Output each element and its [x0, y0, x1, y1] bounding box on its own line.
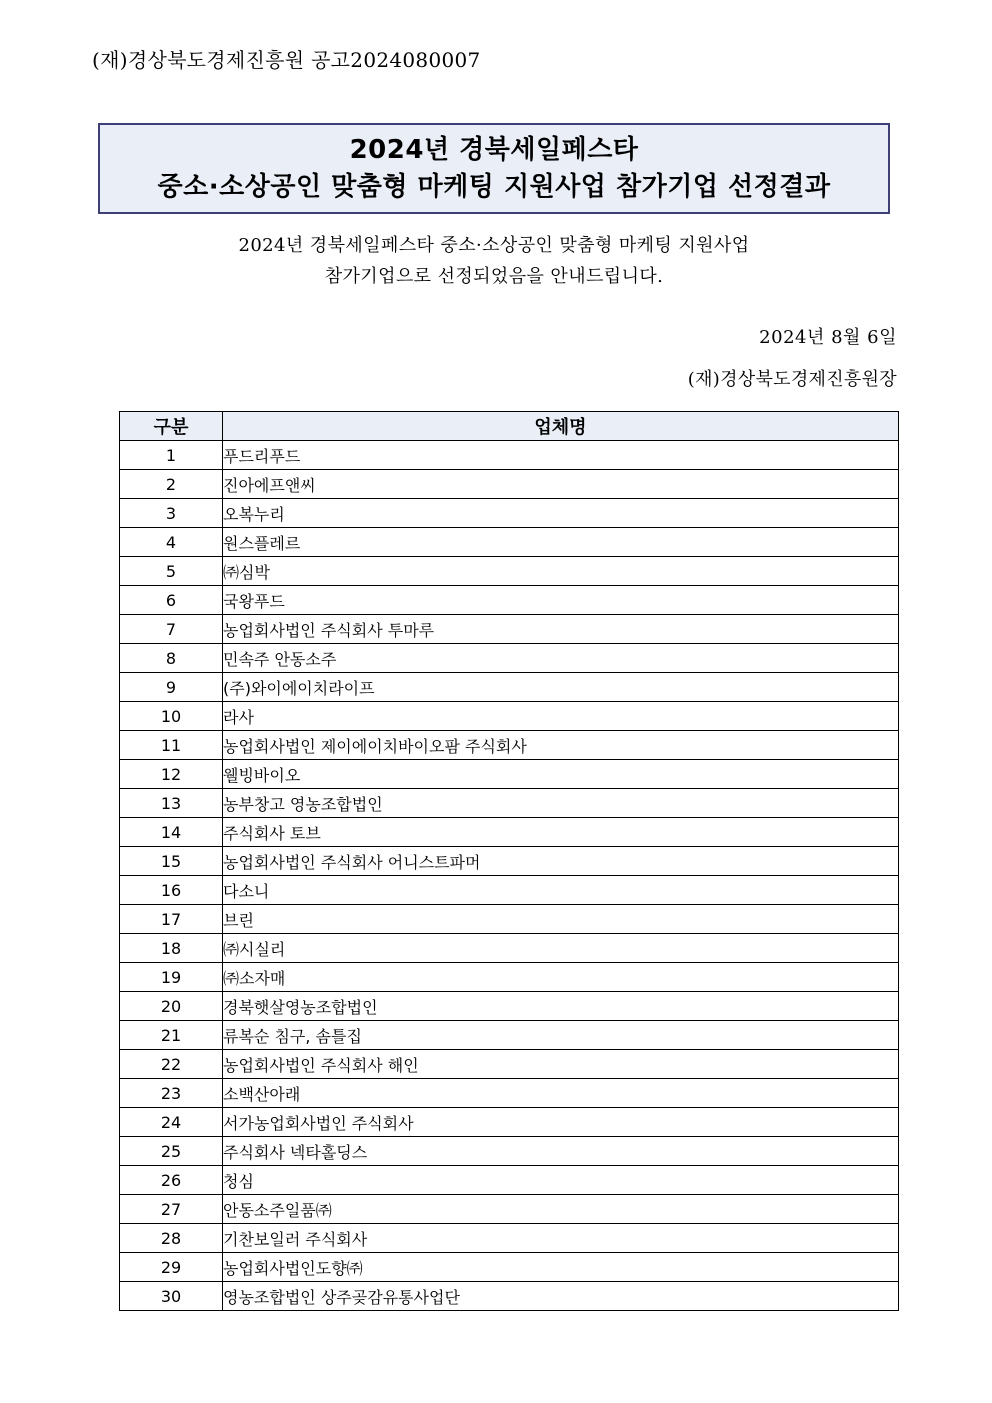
company-name: 농업회사법인도향㈜	[223, 1253, 899, 1282]
table-row	[120, 1224, 899, 1253]
table-row	[120, 905, 899, 934]
row-number: 9	[120, 673, 223, 702]
table-row	[120, 818, 899, 847]
company-name: 푸드리푸드	[223, 441, 899, 470]
row-number: 13	[120, 789, 223, 818]
row-number: 19	[120, 963, 223, 992]
table-row	[120, 876, 899, 905]
row-number: 23	[120, 1079, 223, 1108]
row-number: 28	[120, 1224, 223, 1253]
table-row	[120, 499, 899, 528]
row-number: 22	[120, 1050, 223, 1079]
company-name: 농부창고 영농조합법인	[223, 789, 899, 818]
table-row	[120, 673, 899, 702]
company-name: 진아에프앤씨	[223, 470, 899, 499]
intro-line-2: 참가기업으로 선정되었음을 안내드립니다.	[324, 266, 664, 287]
table-row	[120, 615, 899, 644]
row-number: 8	[120, 644, 223, 673]
table-row	[120, 557, 899, 586]
row-number: 10	[120, 702, 223, 731]
company-name: 농업회사법인 주식회사 어니스트파머	[223, 847, 899, 876]
table-row	[120, 1079, 899, 1108]
row-number: 15	[120, 847, 223, 876]
row-number: 16	[120, 876, 223, 905]
table-row	[120, 789, 899, 818]
intro-line-1: 2024년 경북세일페스타 중소·소상공인 맞춤형 마케팅 지원사업	[238, 235, 750, 256]
table-row	[120, 1108, 899, 1137]
company-name: 농업회사법인 주식회사 해인	[223, 1050, 899, 1079]
table-row	[120, 992, 899, 1021]
row-number: 17	[120, 905, 223, 934]
row-number: 12	[120, 760, 223, 789]
company-name: 민속주 안동소주	[223, 644, 899, 673]
company-name: 라사	[223, 702, 899, 731]
company-name: 서가농업회사법인 주식회사	[223, 1108, 899, 1137]
row-number: 6	[120, 586, 223, 615]
row-number: 4	[120, 528, 223, 557]
table-row	[120, 441, 899, 470]
company-name: 농업회사법인 제이에이치바이오팜 주식회사	[223, 731, 899, 760]
column-header-company: 업체명	[223, 412, 899, 441]
row-number: 5	[120, 557, 223, 586]
table-row	[120, 528, 899, 557]
company-name: 청심	[223, 1166, 899, 1195]
company-name: 국왕푸드	[223, 586, 899, 615]
row-number: 25	[120, 1137, 223, 1166]
table-row	[120, 1166, 899, 1195]
column-header-number: 구분	[120, 412, 223, 441]
table-row	[120, 1137, 899, 1166]
table-body	[120, 441, 899, 1311]
company-name: ㈜시실리	[223, 934, 899, 963]
row-number: 27	[120, 1195, 223, 1224]
table-row	[120, 644, 899, 673]
company-name: 브린	[223, 905, 899, 934]
row-number: 1	[120, 441, 223, 470]
company-name: 주식회사 토브	[223, 818, 899, 847]
company-name: 기찬보일러 주식회사	[223, 1224, 899, 1253]
company-name: 안동소주일품㈜	[223, 1195, 899, 1224]
company-name: 웰빙바이오	[223, 760, 899, 789]
company-name: 다소니	[223, 876, 899, 905]
row-number: 7	[120, 615, 223, 644]
announcement-date: 2024년 8월 6일	[759, 327, 897, 348]
company-name: 류복순 침구, 솜틀집	[223, 1021, 899, 1050]
table-row	[120, 934, 899, 963]
document-title-line-1: 2024년 경북세일페스타	[349, 134, 639, 165]
selected-companies-table	[119, 411, 899, 1311]
company-name: 경북햇살영농조합법인	[223, 992, 899, 1021]
document-title-line-2: 중소·소상공인 맞춤형 마케팅 지원사업 참가기업 선정결과	[157, 171, 831, 202]
table-row	[120, 702, 899, 731]
table-row	[120, 1253, 899, 1282]
table-row	[120, 1050, 899, 1079]
table-row	[120, 760, 899, 789]
row-number: 26	[120, 1166, 223, 1195]
row-number: 29	[120, 1253, 223, 1282]
row-number: 18	[120, 934, 223, 963]
row-number: 30	[120, 1282, 223, 1311]
company-name: 소백산아래	[223, 1079, 899, 1108]
table-row	[120, 470, 899, 499]
table-row	[120, 847, 899, 876]
company-name: ㈜소자매	[223, 963, 899, 992]
notice-number: (재)경상북도경제진흥원 공고2024080007	[92, 48, 481, 72]
table-row	[120, 1021, 899, 1050]
table-row	[120, 586, 899, 615]
row-number: 24	[120, 1108, 223, 1137]
issuer-name: (재)경상북도경제진흥원장	[687, 369, 897, 390]
table-row	[120, 963, 899, 992]
table-row	[120, 1195, 899, 1224]
intro-text	[98, 230, 890, 292]
company-name: 농업회사법인 주식회사 투마루	[223, 615, 899, 644]
company-name: 오복누리	[223, 499, 899, 528]
table-row	[120, 731, 899, 760]
row-number: 3	[120, 499, 223, 528]
table-row	[120, 1282, 899, 1311]
row-number: 21	[120, 1021, 223, 1050]
company-name: ㈜심박	[223, 557, 899, 586]
row-number: 11	[120, 731, 223, 760]
table-header-row	[120, 412, 899, 441]
company-name: 주식회사 넥타홀딩스	[223, 1137, 899, 1166]
row-number: 2	[120, 470, 223, 499]
company-name: 원스플레르	[223, 528, 899, 557]
company-name: 영농조합법인 상주곶감유통사업단	[223, 1282, 899, 1311]
title-box	[98, 123, 890, 214]
company-name: (주)와이에이치라이프	[223, 673, 899, 702]
row-number: 14	[120, 818, 223, 847]
row-number: 20	[120, 992, 223, 1021]
